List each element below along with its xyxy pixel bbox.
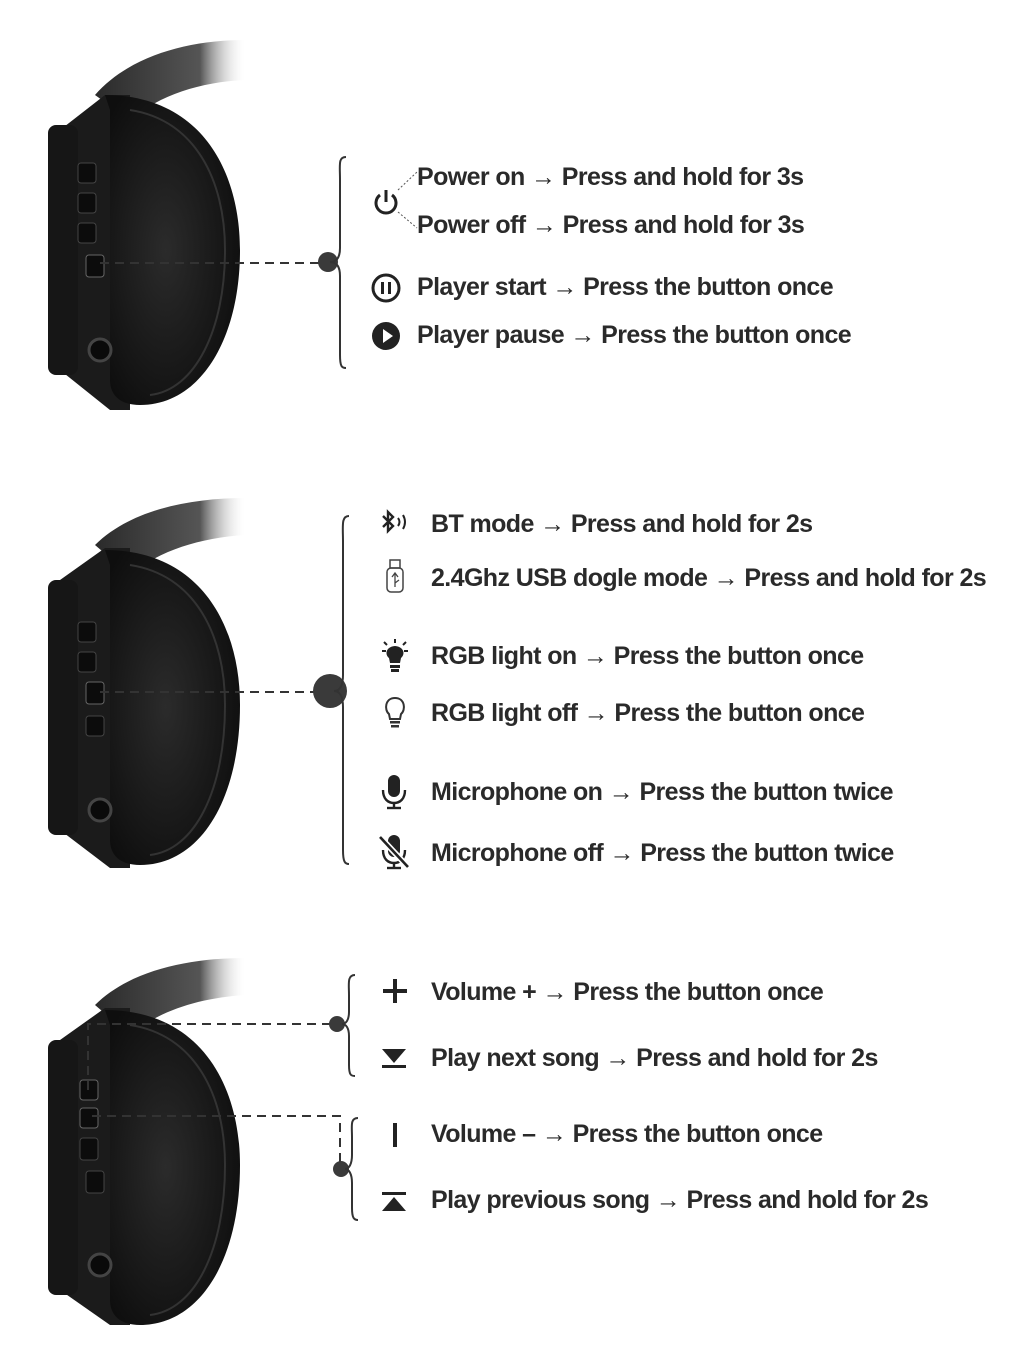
volume-panel xyxy=(0,940,1024,1364)
microphone-icon xyxy=(378,774,410,810)
pause-circle-icon xyxy=(370,272,402,304)
usb-dongle-icon xyxy=(380,558,410,596)
power-on-text: Power on → Press and hold for 3s xyxy=(417,163,804,191)
rgb-off-text: RGB light off → Press the button once xyxy=(431,699,865,727)
usb-mode-row xyxy=(431,564,986,593)
rgb-on-row xyxy=(431,642,864,671)
previous-track-icon xyxy=(378,1188,410,1216)
player-pause-text: Player pause → Press the button once xyxy=(417,321,852,349)
button-mode xyxy=(78,223,96,243)
rgb-off-row xyxy=(431,699,864,728)
ear-cushion xyxy=(105,95,240,405)
power-icon xyxy=(370,186,402,218)
minus-icon xyxy=(382,1120,408,1150)
audio-jack xyxy=(89,339,111,361)
mic-off-text: Microphone off → Press the button twice xyxy=(431,839,894,867)
next-track-icon xyxy=(378,1044,410,1072)
rgb-on-text: RGB light on → Press the button once xyxy=(431,642,864,670)
button-vol-up xyxy=(78,163,96,183)
player-pause-row xyxy=(417,321,851,350)
player-start-row xyxy=(417,273,833,302)
player-start-text: Player start → Press the button once xyxy=(417,273,834,301)
next-song-text: Play next song → Press and hold for 2s xyxy=(431,1044,878,1072)
microphone-off-icon xyxy=(376,834,412,870)
volume-up-row xyxy=(431,978,823,1007)
plus-icon xyxy=(380,976,410,1006)
next-song-row xyxy=(431,1044,878,1073)
button-vol-down xyxy=(78,193,96,213)
power-on-row xyxy=(417,163,803,192)
group-brace xyxy=(330,157,346,368)
bulb-on-icon xyxy=(378,638,412,674)
button-power xyxy=(86,255,104,277)
volume-down-text: Volume – → Press the button once xyxy=(431,1120,823,1148)
previous-song-text: Play previous song → Press and hold for 2s xyxy=(431,1186,929,1214)
leader-dot xyxy=(318,252,338,272)
bt-mode-text: BT mode → Press and hold for 2s xyxy=(431,510,813,538)
usb-mode-text: 2.4Ghz USB dogle mode → Press and hold for 2s xyxy=(431,564,987,592)
power-panel xyxy=(0,0,1024,430)
bluetooth-icon xyxy=(378,508,412,536)
power-off-text: Power off → Press and hold for 3s xyxy=(417,211,805,239)
volume-up-text: Volume + → Press the button once xyxy=(431,978,824,1006)
volume-down-row xyxy=(431,1120,823,1149)
power-off-row xyxy=(417,211,804,240)
bt-mode-row xyxy=(431,510,812,539)
bulb-off-icon xyxy=(380,694,410,730)
previous-song-row xyxy=(431,1186,928,1215)
group-brace-down xyxy=(345,1118,358,1220)
mic-on-row xyxy=(431,778,893,807)
button-strip xyxy=(48,125,78,375)
mic-on-text: Microphone on → Press the button twice xyxy=(431,778,893,806)
mode-panel xyxy=(0,470,1024,900)
mic-off-row xyxy=(431,839,894,868)
play-circle-icon xyxy=(370,320,402,352)
